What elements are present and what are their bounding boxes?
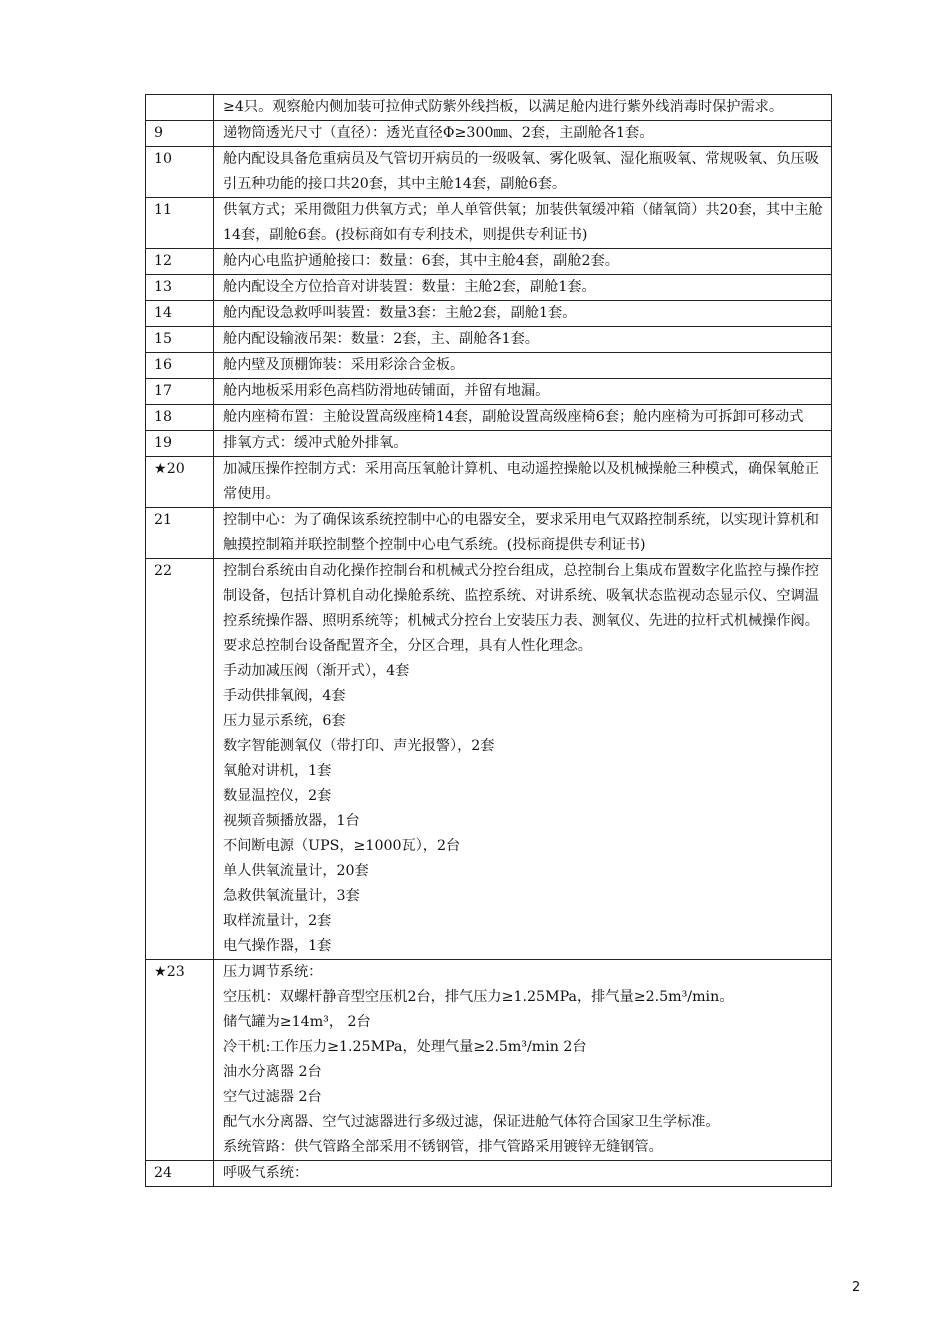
- item-number: ★23: [146, 960, 214, 1161]
- item-number: 22: [146, 559, 214, 960]
- table-row: [146, 405, 832, 431]
- table-row: [146, 559, 832, 960]
- item-description: [214, 960, 832, 1161]
- item-description: [214, 249, 832, 275]
- item-number: 9: [146, 121, 214, 147]
- item-description: [214, 457, 832, 508]
- description-line: 储气罐为≥14m³， 2台: [223, 1014, 371, 1030]
- table-row: [146, 327, 832, 353]
- item-description: [214, 327, 832, 353]
- description-line: 手动供排氧阀，4套: [223, 688, 346, 704]
- description-line: 控制中心：为了确保该系统控制中心的电器安全，要求采用电气双路控制系统，以实现计算机和触摸控制箱并联控制整个控制中心电气系统。(投标商提供专利证书): [223, 512, 819, 553]
- item-description: [214, 508, 832, 559]
- table-row: [146, 960, 832, 1161]
- description-line: 压力显示系统，6套: [223, 713, 346, 729]
- table-row: [146, 457, 832, 508]
- item-number: [146, 95, 214, 121]
- table-row: [146, 95, 832, 121]
- description-line: 不间断电源（UPS，≥1000瓦），2台: [223, 838, 461, 854]
- item-number: 24: [146, 1161, 214, 1187]
- description-line: 递物筒透光尺寸（直径）：透光直径Φ≥300㎜、2套，主副舱各1套。: [223, 125, 654, 141]
- item-number: 21: [146, 508, 214, 559]
- table-row: [146, 121, 832, 147]
- item-number: 11: [146, 198, 214, 249]
- description-line: 舱内配设急救呼叫装置：数量3套：主舱2套，副舱1套。: [223, 305, 577, 321]
- description-line: 舱内地板采用彩色高档防滑地砖铺面，并留有地漏。: [223, 383, 550, 399]
- description-line: 电气操作器，1套: [223, 938, 332, 954]
- description-line: 冷干机:工作压力≥1.25MPa，处理气量≥2.5m³/min 2台: [223, 1039, 587, 1055]
- table-row: [146, 249, 832, 275]
- description-line: 配气水分离器、空气过滤器进行多级过滤，保证进舱气体符合国家卫生学标准。: [223, 1114, 720, 1130]
- item-description: [214, 379, 832, 405]
- item-number: 10: [146, 147, 214, 198]
- description-line: 数字智能测氧仪（带打印、声光报警），2套: [223, 738, 495, 754]
- item-description: [214, 198, 832, 249]
- table-row: [146, 198, 832, 249]
- description-line: 数显温控仪，2套: [223, 788, 332, 804]
- description-line: 油水分离器 2台: [223, 1064, 322, 1080]
- item-number: 16: [146, 353, 214, 379]
- description-line: 空气过滤器 2台: [223, 1089, 322, 1105]
- item-description: [214, 431, 832, 457]
- description-line: 空压机：双螺杆静音型空压机2台，排气压力≥1.25MPa，排气量≥2.5m³/min。: [223, 989, 734, 1005]
- description-line: 单人供氧流量计，20套: [223, 863, 369, 879]
- description-line: 系统管路：供气管路全部采用不锈钢管，排气管路采用镀锌无缝钢管。: [223, 1139, 663, 1155]
- item-number: ★20: [146, 457, 214, 508]
- description-line: 供氧方式；采用微阻力供氧方式；单人单管供氧；加装供氧缓冲箱（储氧筒）共20套，其中主舱14套，副舱6套。(投标商如有专利技术，则提供专利证书): [223, 202, 823, 243]
- table-row: [146, 301, 832, 327]
- table-row: [146, 275, 832, 301]
- item-description: [214, 121, 832, 147]
- specification-table-body: [146, 95, 832, 1187]
- description-line: 视频音频播放器，1台: [223, 813, 360, 829]
- item-description: [214, 1161, 832, 1187]
- description-line: 排氧方式：缓冲式舱外排氧。: [223, 435, 408, 451]
- description-line: 压力调节系统：: [223, 964, 323, 980]
- description-line: 呼吸气系统：: [223, 1165, 309, 1181]
- description-line: 急救供氧流量计，3套: [223, 888, 360, 904]
- description-line: 控制台系统由自动化操作控制台和机械式分控台组成，总控制台上集成布置数字化监控与操作控制设备，包括计算机自动化操舱系统、监控系统、对讲系统、吸氧状态监视动态显示仪、空调温控系统操作器、照明系统等；机械式分控台上安装压力表、测氧仪、先进的拉杆式机械操作阀。要求总控制台设备配置齐全，分区合理，具有人性化理念。: [223, 563, 819, 654]
- item-number: 14: [146, 301, 214, 327]
- item-number: 12: [146, 249, 214, 275]
- table-row: [146, 353, 832, 379]
- item-number: 19: [146, 431, 214, 457]
- table-row: [146, 147, 832, 198]
- item-number: 18: [146, 405, 214, 431]
- page-number: 2: [852, 1280, 861, 1295]
- description-line: 舱内心电监护通舱接口：数量：6套，其中主舱4套，副舱2套。: [223, 253, 619, 269]
- description-line: 舱内配设具备危重病员及气管切开病员的一级吸氧、雾化吸氧、湿化瓶吸氧、常规吸氧、负压吸引五种功能的接口共20套，其中主舱14套，副舱6套。: [223, 151, 819, 192]
- description-line: 舱内座椅布置：主舱设置高级座椅14套，副舱设置高级座椅6套；舱内座椅为可拆卸可移动式: [223, 409, 804, 425]
- description-line: 舱内壁及顶棚饰装：采用彩涂合金板。: [223, 357, 465, 373]
- item-description: [214, 147, 832, 198]
- table-row: [146, 1161, 832, 1187]
- item-description: [214, 405, 832, 431]
- item-description: [214, 559, 832, 960]
- description-line: 氧舱对讲机，1套: [223, 763, 332, 779]
- description-line: 手动加减压阀（渐开式），4套: [223, 663, 410, 679]
- table-row: [146, 508, 832, 559]
- item-description: [214, 353, 832, 379]
- table-row: [146, 379, 832, 405]
- item-number: 15: [146, 327, 214, 353]
- description-line: 加减压操作控制方式：采用高压氧舱计算机、电动遥控操舱以及机械操舱三种模式，确保氧舱正常使用。: [223, 461, 819, 502]
- item-description: [214, 275, 832, 301]
- item-number: 17: [146, 379, 214, 405]
- description-line: 舱内配设输液吊架：数量：2套，主、副舱各1套。: [223, 331, 539, 347]
- item-description: [214, 301, 832, 327]
- description-line: ≥4只。观察舱内侧加装可拉伸式防紫外线挡板，以满足舱内进行紫外线消毒时保护需求。: [223, 99, 784, 115]
- table-row: [146, 431, 832, 457]
- specification-table: [145, 94, 832, 1187]
- item-description: [214, 95, 832, 121]
- item-number: 13: [146, 275, 214, 301]
- description-line: 取样流量计，2套: [223, 913, 332, 929]
- description-line: 舱内配设全方位拾音对讲装置：数量：主舱2套，副舱1套。: [223, 279, 596, 295]
